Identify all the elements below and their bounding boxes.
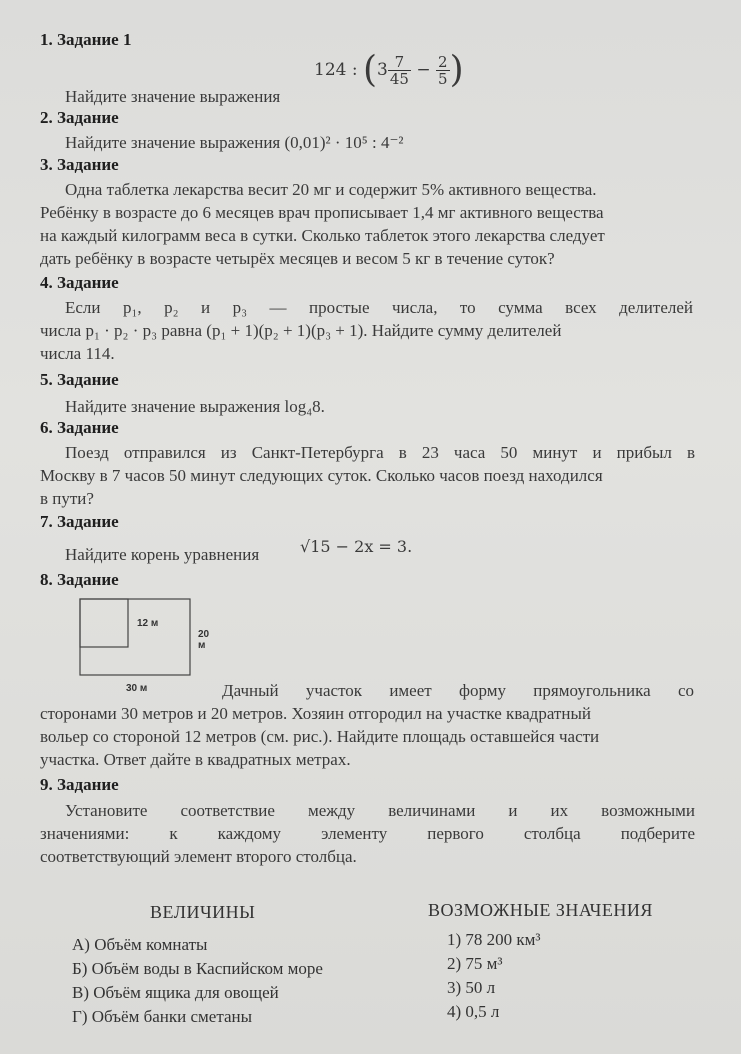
task-3-line-2: Ребёнку в возрасте до 6 месяцев врач прописывает 1,4 мг активного вещества bbox=[40, 203, 604, 222]
task-3-line-1: Одна таблетка лекарства весит 20 мг и содержит 5% активного вещества. bbox=[65, 180, 597, 199]
value-item-3: 3) 50 л bbox=[447, 978, 496, 997]
task-7-equation: √15 − 2x = 3. bbox=[300, 537, 413, 556]
task-3-line-3: на каждый килограмм веса в сутки. Сколько таблеток этого лекарства следует bbox=[40, 226, 605, 245]
task-6-line-3: в пути? bbox=[40, 489, 94, 508]
task-2-text: Найдите значение выражения (0,01)² · 10⁵ : 4⁻² bbox=[65, 133, 404, 152]
task-1-text: Найдите значение выражения bbox=[65, 87, 281, 106]
value-item-1: 1) 78 200 км³ bbox=[447, 930, 541, 949]
task-9-line-1: Установите соответствие между величинами и их возможными bbox=[65, 801, 695, 820]
task-5-text: Найдите значение выражения log₄8. bbox=[65, 397, 325, 416]
task-4-line-1: Если p₁, p₂ и p₃ — простые числа, то сумма всех делителей bbox=[65, 298, 693, 317]
task-6-line-2: Москву в 7 часов 50 минут следующих суток. Сколько часов поезд находился bbox=[40, 466, 603, 485]
column-header-values: ВОЗМОЖНЫЕ ЗНАЧЕНИЯ bbox=[428, 900, 653, 920]
task-7-text: Найдите корень уравнения bbox=[65, 545, 260, 564]
plot-figure bbox=[78, 597, 218, 699]
task-4-line-3: числа 114. bbox=[40, 344, 115, 363]
task-5-title: 5. Задание bbox=[40, 370, 119, 389]
task-4-title: 4. Задание bbox=[40, 273, 119, 292]
task-9-title: 9. Задание bbox=[40, 775, 119, 794]
task-9-line-3: соответствующий элемент второго столбца. bbox=[40, 847, 357, 866]
column-header-quantities: ВЕЛИЧИНЫ bbox=[150, 902, 256, 922]
task-9-line-2: значениями: к каждому элементу первого столбца подберите bbox=[40, 824, 695, 843]
task-8-line-2: сторонами 30 метров и 20 метров. Хозяин отгородил на участке квадратный bbox=[40, 704, 591, 723]
value-item-2: 2) 75 м³ bbox=[447, 954, 503, 973]
task-2-title: 2. Задание bbox=[40, 108, 119, 127]
fig-label-side: 20 м bbox=[198, 629, 210, 651]
quantity-item-v: В) Объём ящика для овощей bbox=[72, 983, 279, 1002]
task-3-title: 3. Задание bbox=[40, 155, 119, 174]
quantity-item-b: Б) Объём воды в Каспийском море bbox=[72, 959, 323, 978]
task-8-line-4: участка. Ответ дайте в квадратных метрах. bbox=[40, 750, 351, 769]
task-8-line-3: вольер со стороной 12 метров (см. рис.). Найдите площадь оставшейся части bbox=[40, 727, 600, 746]
task-4-line-2: числа p₁ · p₂ · p₃ равна (p₁ + 1)(p₂ + 1)(p₃ + 1). Найдите сумму делителей bbox=[40, 321, 562, 340]
fig-label-bottom: 30 м bbox=[126, 683, 148, 694]
task-3-line-4: дать ребёнку в возрасте четырёх месяцев и весом 5 кг в течение суток? bbox=[40, 249, 555, 268]
task-6-line-1: Поезд отправился из Санкт-Петербурга в 23 часа 50 минут и прибыл в bbox=[65, 443, 695, 462]
task-8-line-1: Дачный участок имеет форму прямоугольника со bbox=[222, 681, 694, 700]
task-6-title: 6. Задание bbox=[40, 418, 119, 437]
value-item-4: 4) 0,5 л bbox=[447, 1002, 500, 1021]
task-1-expression: 124 : (3 $\frac{7}{45}$ − $\frac{2}{5}$ ) bbox=[314, 49, 464, 91]
task-8-title: 8. Задание bbox=[40, 570, 119, 589]
quantity-item-g: Г) Объём банки сметаны bbox=[72, 1007, 253, 1026]
fig-label-inner: 12 м bbox=[137, 618, 159, 629]
quantity-item-a: А) Объём комнаты bbox=[72, 935, 208, 954]
task-1-title: 1. Задание 1 bbox=[40, 30, 132, 49]
plot-diagram bbox=[78, 597, 218, 699]
task-7-title: 7. Задание bbox=[40, 512, 119, 531]
